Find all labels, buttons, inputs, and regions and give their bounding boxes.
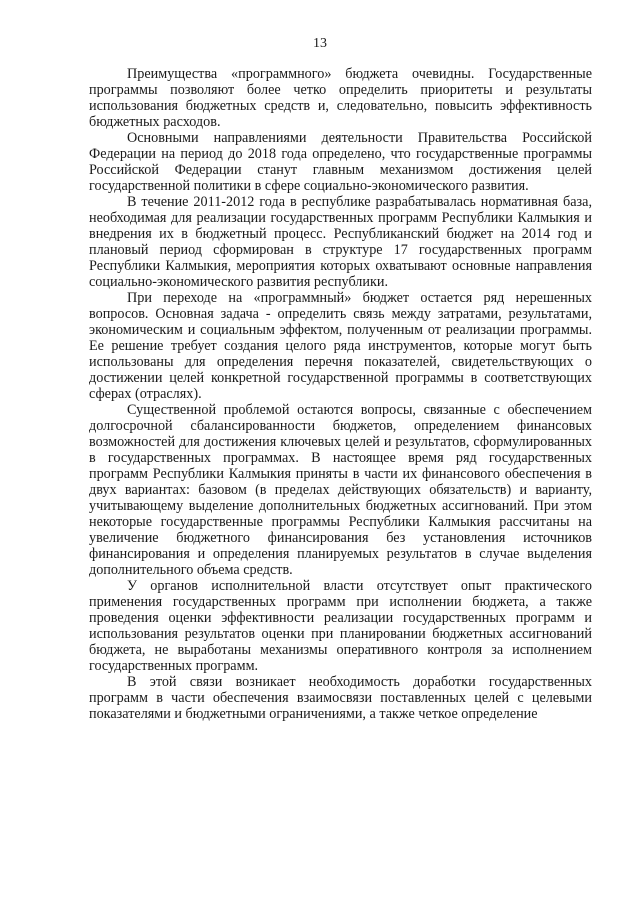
- paragraph: В этой связи возникает необходимость доработки государственных программ в части обеспечения взаимосвязи поставленных целей с целевыми показателями и бюджетными ограничениями, а также четкое определение: [89, 674, 592, 722]
- paragraph: Основными направлениями деятельности Правительства Российской Федерации на период до 2018 года определено, что государственные программы Российской Федерации станут главным механизмом достижения целей государственной политики в сфере социально-экономического развития.: [89, 130, 592, 194]
- paragraph: Преимущества «программного» бюджета очевидны. Государственные программы позволяют более четко определить приоритеты и результаты использования бюджетных средств и, следовательно, повысить эффективность бюджетных расходов.: [89, 66, 592, 130]
- paragraph: У органов исполнительной власти отсутствует опыт практического применения государственных программ при исполнении бюджета, а также проведения оценки эффективности реализации государственных программ и использования результатов оценки при планировании бюджетных ассигнований бюджета, не выработаны механизмы оперативного контроля за исполнением государственных программ.: [89, 578, 592, 674]
- document-body: [89, 66, 592, 722]
- paragraph: В течение 2011-2012 года в республике разрабатывалась нормативная база, необходимая для реализации государственных программ Республики Калмыкия и внедрения их в бюджетный процесс. Республиканский бюджет на 2014 год и плановый период сформирован в структуре 17 государственных программ Республики Калмыкия, мероприятия которых охватывают основные направления социально-экономического развития республики.: [89, 194, 592, 290]
- paragraph: При переходе на «программный» бюджет остается ряд нерешенных вопросов. Основная задача - определить связь между затратами, результатами, экономическим и социальным эффектом, полученным от реализации программы. Ее решение требует создания целого ряда инструментов, которые могут быть использованы для определения перечня показателей, свидетельствующих о достижении целей конкретной государственной программы в соответствующих сферах (отраслях).: [89, 290, 592, 402]
- page-number: 13: [313, 36, 327, 51]
- paragraph: Существенной проблемой остаются вопросы, связанные с обеспечением долгосрочной сбалансированности бюджетов, определением финансовых возможностей для достижения ключевых целей и результатов, сформулированных в государственных программах. В настоящее время ряд государственных программ Республики Калмыкия приняты в части их финансового обеспечения в двух вариантах: базовом (в пределах действующих обязательств) и варианту, учитывающему выделение дополнительных бюджетных ассигнований. При этом некоторые государственные программы Республики Калмыкия рассчитаны на увеличение бюджетного финансирования без установления источников финансирования и определения планируемых результатов в случае выделения дополнительного объема средств.: [89, 402, 592, 578]
